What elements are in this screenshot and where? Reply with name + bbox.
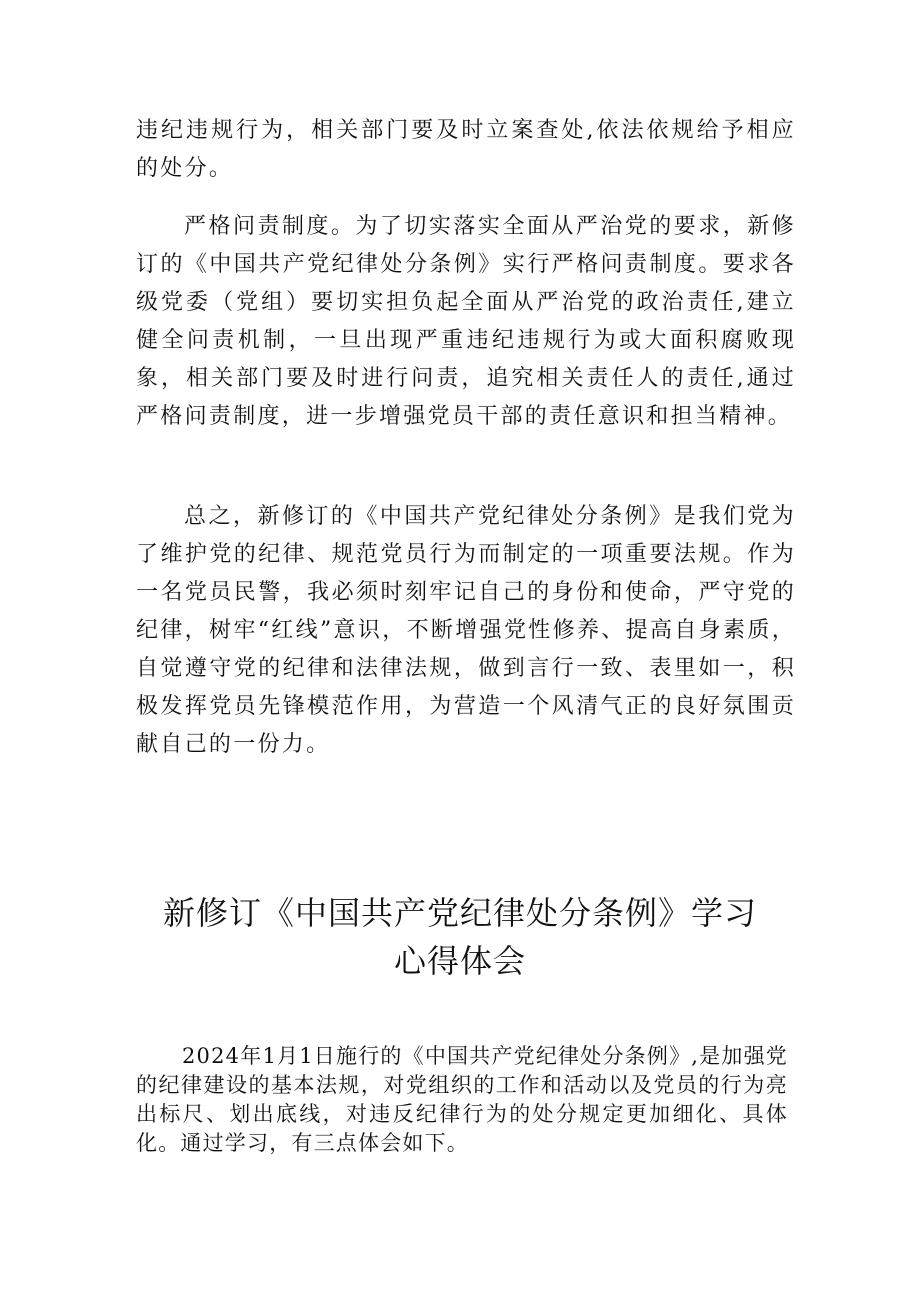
section-title-line-2: 心得体会: [393, 942, 526, 980]
section-title-line-1: 新修订《中国共产党纪律处分条例》学习: [162, 894, 757, 932]
paragraph-accountability: 严格问责制度。为了切实落实全面从严治党的要求，新修订的《中国共产党纪律处分条例》实行严格问责制度。要求各级党委（党组）要切实担负起全面从严治党的政治责任,建立健全问责机制，一旦出现严重违纪违规行为或大面积腐败现象，相关部门要及时进行问责，追究相关责任人的责任,通过严格问责制度，进一步增强党员干部的责任意识和担当精神。: [136, 214, 796, 429]
paragraph-continuation: 违纪违规行为，相关部门要及时立案查处,依法依规给予相应的处分。: [136, 118, 796, 181]
paragraph-introduction: 2024年1月1日施行的《中国共产党纪律处分条例》,是加强党的纪律建设的基本法规，对党组织的工作和活动以及党员的行为亮出标尺、划出底线，对违反纪律行为的处分规定更加细化、具体化。通过学习，有三点体会如下。: [136, 1044, 788, 1155]
paragraph-conclusion: 总之，新修订的《中国共产党纪律处分条例》是我们党为了维护党的纪律、规范党员行为而制定的一项重要法规。作为一名党员民警，我必须时刻牢记自己的身份和使命，严守党的纪律，树牢“红线”意识，不断增强党性修养、提高自身素质，自觉遵守党的纪律和法律法规，做到言行一致、表里如一，积极发挥党员先锋模范作用，为营造一个风清气正的良好氛围贡献自己的一份力。: [136, 504, 796, 757]
